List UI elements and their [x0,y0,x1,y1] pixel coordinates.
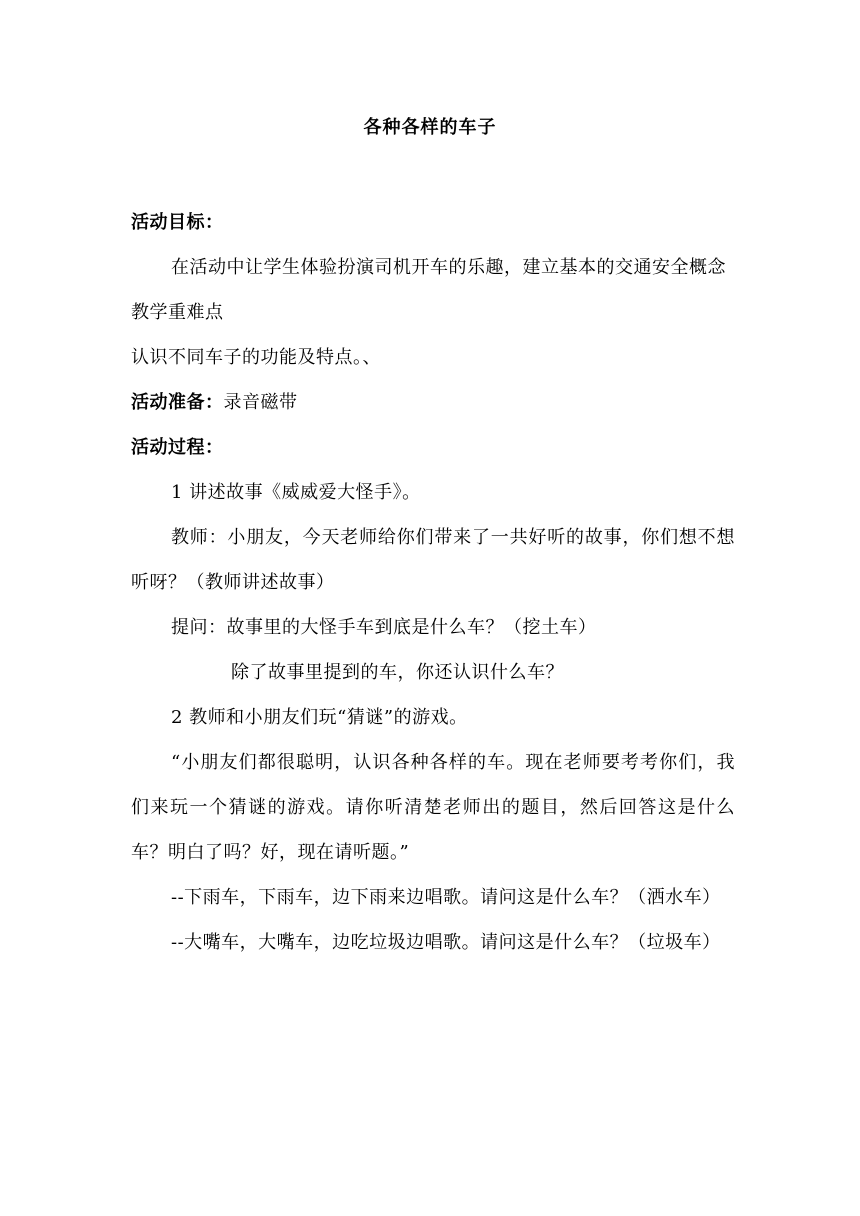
teacher-line: 教师：小朋友，今天老师给你们带来了一共好听的故事，你们想不想听呀？（教师讲述故事） [131,527,735,593]
quote-line: “小朋友们都很聪明，认识各种各样的车。现在老师要考考你们，我们来玩一个猜谜的游戏。请你听清楚老师出的题目，然后回答这是什么车？明白了吗？好，现在请听题。” [131,752,735,863]
riddle-2: --大嘴车，大嘴车，边吃垃圾边唱歌。请问这是什么车？（垃圾车） [171,932,721,953]
step-2: 2 教师和小朋友们玩“猜谜”的游戏。 [171,707,468,728]
followup-line: 除了故事里提到的车，你还认识什么车？ [231,662,564,683]
goal-heading: 活动目标： [131,212,224,233]
riddle-1: --下雨车，下雨车，边下雨来边唱歌。请问这是什么车？（洒水车） [171,887,721,908]
prep-heading: 活动准备： [131,392,224,413]
prep-text: 录音磁带 [223,392,298,413]
key-points-text: 认识不同车子的功能及特点。、 [131,347,381,368]
key-points-heading: 教学重难点 [131,302,224,323]
prep-line [131,380,735,425]
process-heading: 活动过程： [131,437,224,458]
document-body [131,200,735,965]
step-1: 1 讲述故事《威威爱大怪手》。 [171,482,421,503]
document-title: 各种各样的车子 [363,117,497,138]
question-line: 提问：故事里的大怪手车到底是什么车？（挖土车） [171,617,597,638]
goal-text: 在活动中让学生体验扮演司机开车的乐趣，建立基本的交通安全概念 [171,257,726,278]
